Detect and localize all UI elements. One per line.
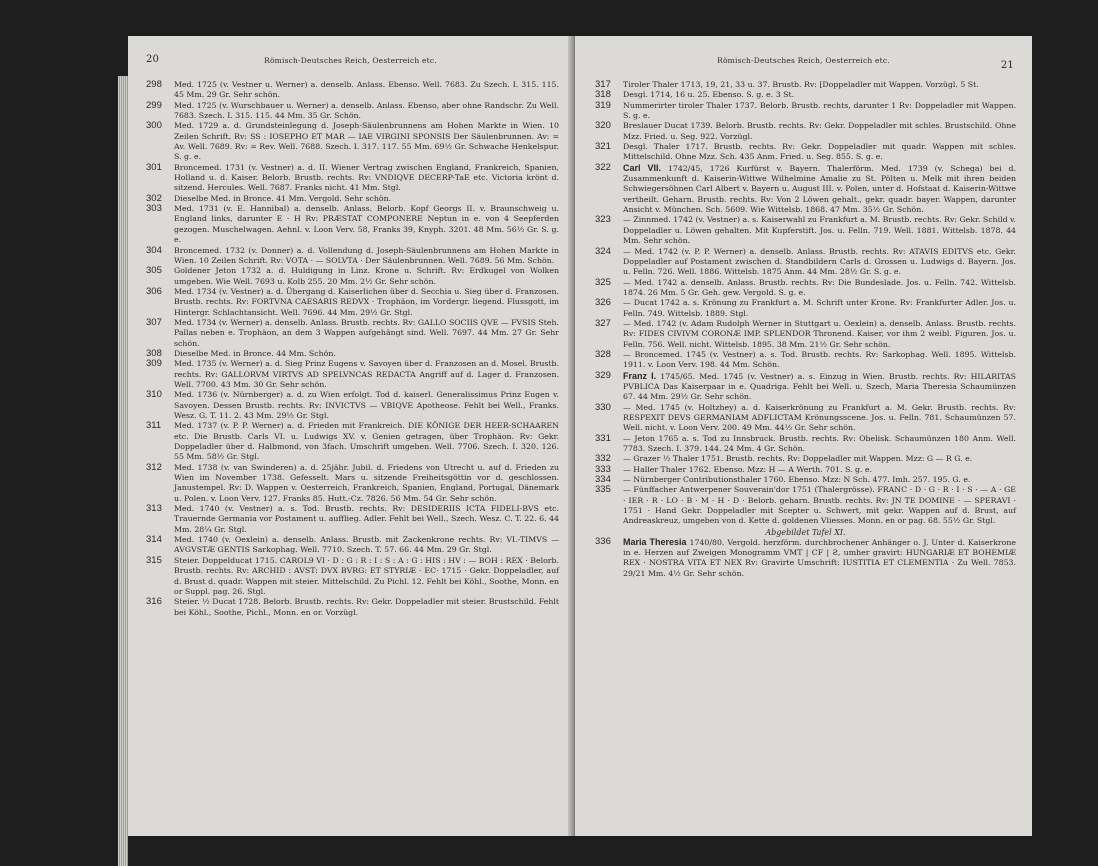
entry-number: 319	[595, 99, 611, 111]
catalogue-entry	[595, 537, 1016, 579]
catalogue-entry	[595, 90, 1016, 100]
catalogue-entry	[595, 465, 1016, 475]
right-page-body	[595, 80, 1016, 579]
catalogue-entry	[595, 163, 1016, 216]
entry-description: Med. 1740 (v. Vestner) a. s. Tod. Brustb. rechts. Rv: DESIDERIIS ICTA FIDELI-BVS etc. Trauernde Germania vor Postament u. aufflieg. Adler. Fehlt bei Well., Szech. Wesz. C. T. 22. 6. 44 Mm. 28¼ Gr. Stgl.	[174, 504, 559, 534]
catalogue-entry	[595, 298, 1016, 319]
entry-text	[174, 246, 559, 267]
catalogue-entry	[146, 246, 559, 267]
entry-description: Steier. Doppelducat 1715. CAROL9 VI · D : G : R : I : S : A : G : HIS : HV : — BOH : REX · Belorb. Brustb. rechts. Rv: ARCHID : AVST: DVX BVRG: ET STYRIÆ · EC· 1715 · Gekr. Doppeladler, auf d. Brust d. quadr. Wappen mit steier. Mittelschild. Zu Pichl. 12. Fehlt bei Köhl., Soothe, Monn. en or Suppl. pag. 26. Stgl.	[174, 555, 559, 596]
catalogue-entry	[146, 349, 559, 359]
entry-description: Breslauer Ducat 1739. Belorb. Brustb. rechts. Rv: Gekr. Doppeladler mit schles. Brustschild. Ohne Mzz. Fried. u. Seg. 922. Vorzügl.	[623, 121, 1016, 141]
entry-text	[174, 318, 559, 349]
entry-description: Med. 1725 (v. Wurschbauer u. Werner) a. denselb. Anlass. Ebenso, aber ohne Randschr. Zu Well. 7683. Szech. I. 315. 115. 44 Mm. 35 Gr. Schön.	[174, 100, 559, 121]
entry-description: — Nürnberger Contributionsthaler 1760. Ebenso. Mzz: N Sch. 477. Imh. 257. 195. G. e.	[623, 475, 971, 485]
entry-number: 321	[595, 141, 611, 153]
catalogue-entry	[146, 359, 559, 390]
entry-number: 298	[146, 79, 162, 90]
entry-number: 324	[595, 245, 611, 257]
entry-description: — Ducat 1742 a. s. Krönung zu Frankfurt a. M. Schrift unter Krone. Rv: Frankfurter Adler. Jos. u. Felln. 749. Wittelsb. 1889. Stgl.	[623, 298, 1016, 318]
entry-description: 1740/80. Vergold. herzförm. durchbrochener Anhänger o. J. Unter d. Kaiserkrone in e. Herzen auf Zweigen Monogramm VMT | CF | Ƨ, umher gravirt: HUNGARIÆ ET BOHEMIÆ REX · NOSTRA VITA ET NEX Rv: Gravirte Umschrift: IUSTITIA ET CLEMENTIA · Zu Well. 7853. 29/21 Mm. 4½ Gr. Sehr schön.	[623, 537, 1016, 578]
running-head: Römisch-Deutsches Reich, Oesterreich etc.	[717, 56, 890, 65]
entry-number: 318	[595, 89, 611, 101]
entry-number: 302	[146, 192, 162, 204]
entry-number: 301	[146, 161, 162, 173]
catalogue-entry	[146, 121, 559, 162]
entry-number: 310	[146, 389, 162, 401]
entry-description: — Zinnmed. 1742 (v. Vestner) a. s. Kaiserwahl zu Frankfurt a. M. Brustb. rechts. Rv: Gekr. Schild v. Doppeladler u. Löwen gehalten. Mit Kupferstift. Jos. u. Felln. 719. Well. 1881. Wittelsb. 1878. 44 Mm. Sehr schön.	[623, 215, 1016, 246]
catalogue-entry	[146, 194, 559, 204]
entry-description: Broncemed. 1732 (v. Donner) a. d. Vollendung d. Joseph-Säulenbrunnens am Hohen Markte in Wien. 10 Zeilen Schrift. Rv: VOTA · — SOLVTA · Der Säulenbrunnen. Well. 7689. 56 Mm. Schön.	[174, 245, 559, 265]
catalogue-entry	[595, 247, 1016, 278]
catalogue-entry	[146, 204, 559, 245]
entry-description: Broncemed. 1731 (v. Vestner) a. d. II. Wiener Vertrag zwischen England, Frankreich, Spanien, Holland u. d. Kaiser. Belorb. Brustb. rechts. Rv: VNDIQVE DECERP-TaE etc. Victoria krönt d. sitzend. Hercules. Well. 7687. Franks nicht. 41 Mm. Stgl.	[174, 162, 559, 193]
entry-description: Med. 1734 (v. Werner) a. denselb. Anlass. Brustb. rechts. Rv: GALLO SOCIIS QVE — FVSIS Steh. Pallas neben e. Trophäon, an dem 3 Wappen aufgehängt sind. Well. 7697. 44 Mm. 27 Gr. Sehr schön.	[174, 317, 559, 348]
entry-number: 316	[146, 596, 162, 608]
entry-text	[174, 163, 559, 194]
entry-description: Med. 1731 (v. E. Hannibal) a. denselb. Anlass. Belorb. Kopf Georgs II. v. Braunschweig u. England links, darunter E · H Rv: PRÆSTAT COMPONERE Neptun in e. von 4 Seepferden gezogen. Muschelwagen. Aehnl. v. Loon Verv. 58, Franks 39, Knyph. 3201. 48 Mm. 56½ Gr. S. g. e.	[174, 204, 559, 245]
entry-number: 326	[595, 297, 611, 309]
entry-description: Med. 1725 (v. Vestner u. Werner) a. denselb. Anlass. Ebenso. Well. 7683. Zu Szech. I. 315. 115. 45 Mm. 29 Gr. Sehr schön.	[174, 80, 559, 100]
entry-text	[174, 504, 559, 535]
entry-text	[623, 454, 1016, 464]
entry-description: Goldener Jeton 1732 a. d. Huldigung in Linz. Krone u. Schrift. Rv: Erdkugel von Wolken umgeben. Wie Well. 7693 u. Kolb 255. 20 Mm. 2½ Gr. Sehr schön.	[174, 266, 559, 286]
entry-number: 333	[595, 463, 611, 475]
entry-description: — Fünffacher Antwerpener Souverain'dor 1751 (Thalergrösse). FRANC · D · G · R · I · S · — A · GE · IER · R · LO · B · M · H · D · Belorb. geharn. Brustb. rechts. Rv: JN TE DOMINE · — SPERAVI · 1751 · Hand Gekr. Doppeladler mit Scepter u. Schwert, mit gekr. Wappen auf d. Brust, auf Andreaskreuz, umgeben von d. Kette d. goldenen Vliesses. Monn. en or pag. 68. 55½ Gr. Stgl.	[623, 485, 1016, 526]
catalogue-entry	[146, 463, 559, 504]
right-page-header	[593, 56, 1014, 70]
entry-text	[623, 163, 1016, 216]
left-page-body	[146, 80, 559, 618]
entry-text	[174, 390, 559, 421]
entry-description: Med. 1740 (v. Oexlein) a. denselb. Anlass. Brustb. mit Zackenkrone rechts. Rv: VI.-TIMVS — AVGVSTÆ GENTIS Sarkophag. Well. 7710. Szech. T. 57. 66. 44 Mm. 29 Gr. Stgl.	[174, 535, 559, 555]
entry-description: Med. 1734 (v. Vestner) a. d. Übergang d. Kaiserlichen über d. Secchia u. Sieg über d. Franzosen. Brustb. rechts. Rv: FORTVNA CAESARIS REDVX · Trophäon, im Vordergr. liegend. Flussgott, im Hintergr. Schlachtansicht. Well. 7696. 44 Mm. 29½ Gr. Stgl.	[174, 286, 559, 317]
entry-number: 331	[595, 432, 611, 444]
entry-number: 336	[595, 535, 611, 547]
entry-number: 303	[146, 203, 162, 215]
entry-text	[623, 80, 1016, 90]
entry-description: Med. 1729 a. d. Grundsteinlegung d. Joseph-Säulenbrunnens am Hohen Markte in Wien. 10 Zeilen Schrift. Rv: SS : IOSEPHO ET MAR — IAE VIRGINI SPONSIS Der Säulenbrunnen. Av: = Av. Well. 7689. Rv: = Rev. Well. 7688. Szech. I. 317. 117. 55 Mm. 69½ Gr. Schwache Henkelspur. S. g. e.	[174, 121, 559, 162]
entry-text	[174, 80, 559, 101]
catalogue-entry	[595, 121, 1016, 142]
catalogue-entry	[595, 350, 1016, 371]
entry-number: 317	[595, 79, 611, 90]
entry-text	[623, 475, 1016, 485]
entry-text	[174, 349, 559, 359]
book-spread	[128, 36, 1032, 836]
ruler-heading: Maria Theresia	[623, 536, 687, 547]
entry-number: 300	[146, 120, 162, 132]
entry-text	[623, 101, 1016, 122]
entry-number: 322	[595, 161, 611, 173]
entry-text	[623, 247, 1016, 278]
entry-number: 329	[595, 369, 611, 381]
catalogue-entry	[595, 101, 1016, 122]
entry-description: — Jeton 1765 a. s. Tod zu Innsbruck. Brustb. rechts. Rv: Obelisk. Schaumünzen 180 Anm. Well. 7783. Szech. I. 379. 144. 24 Mm. 4 Gr. Schön.	[623, 433, 1016, 454]
catalogue-entry	[146, 556, 559, 597]
entry-text	[174, 556, 559, 597]
running-head: Römisch-Deutsches Reich, Oesterreich etc.	[264, 56, 437, 65]
left-page	[128, 36, 573, 836]
catalogue-entry	[595, 319, 1016, 350]
catalogue-entry	[595, 485, 1016, 526]
entry-description: — Med. 1745 (v. Holtzhey) a. d. Kaiserkrönung zu Frankfurt a. M. Gekr. Brustb. rechts. Rv: RESPEXIT DEVS GERMANIAM ADFLICTAM Krönungsscene. Jos. u. Felln. 781. Schaumünzen 57. Well. nicht. v. Loon Verv. 200. 49 Mm. 44½ Gr. Sehr schön.	[623, 402, 1016, 433]
entry-number: 305	[146, 265, 162, 277]
entry-description: — Haller Thaler 1762. Ebenso. Mzz: H — A Werth. 701. S. g. e.	[623, 464, 873, 474]
catalogue-entry	[595, 215, 1016, 246]
entry-description: Dieselbe Med. in Bronce. 44 Mm. Schön.	[174, 348, 336, 358]
left-page-header	[146, 56, 555, 70]
entry-number: 311	[146, 420, 162, 432]
catalogue-entry	[146, 504, 559, 535]
entry-number: 327	[595, 317, 611, 329]
page-number: 21	[1000, 60, 1014, 71]
entry-description: Med. 1736 (v. Nürnberger) a. d. zu Wien erfolgt. Tod d. kaiserl. Generalissimus Prinz Eugen v. Savoyen. Dessen Brustb. rechts. Rv: INVICTVS — VBIQVE Apotheose. Fehlt bei Well., Franks. Wesz. G. T. 11. 2. 43 Mm. 29½ Gr. Stgl.	[174, 390, 559, 420]
entry-number: 323	[595, 214, 611, 226]
entry-description: Desgl. Thaler 1717. Brustb. rechts. Rv: Gekr. Doppeladler mit quadr. Wappen mit schles. Mittelschild. Ohne Mzz. Sch. 435 Anm. Fried. u. Seg. 855. S. g. e.	[623, 142, 1016, 162]
catalogue-entry	[595, 80, 1016, 90]
entry-number: 314	[146, 534, 162, 546]
catalogue-entry	[146, 318, 559, 349]
entry-text	[623, 142, 1016, 163]
entry-text	[623, 278, 1016, 299]
entry-description: — Broncemed. 1745 (v. Vestner) a. s. Tod. Brustb. rechts. Rv: Sarkophag. Well. 1895. Wittelsb. 1911. v. Loon Verv. 198. 44 Mm. Schön.	[623, 349, 1016, 370]
entry-text	[174, 121, 559, 162]
entry-number: 328	[595, 348, 611, 360]
entry-text	[174, 359, 559, 390]
catalogue-entry	[595, 278, 1016, 299]
entry-number: 334	[595, 474, 611, 486]
entry-description: Med. 1738 (v. van Swinderen) a. d. 25jähr. Jubil. d. Friedens von Utrecht u. auf d. Frieden zu Wien im November 1738. Gefesselt. Mars u. sitzende Freiheitsgöttin vor d. geschlossen. Janustempel. Rv: D. Wappen v. Oesterreich, Frankreich, Spanien, England, Portugal, Dänemark u. Polen. v. Loon Verv. 127. Franks 85. Hutt.-Cz. 7826. 56 Mm. 54 Gr. Sehr schön.	[174, 462, 559, 503]
plate-caption: Abgebildet Tafel XI.	[765, 527, 846, 537]
entry-number: 325	[595, 276, 611, 288]
entry-text	[623, 465, 1016, 475]
entry-text	[623, 485, 1016, 526]
entry-description: — Med. 1742 a. denselb. Anlass. Brustb. rechts. Rv: Die Bundeslade. Jos. u. Felln. 742. Wittelsb. 1874. 26 Mm. 5 Gr. Geh. gew. Vergold. S. g. e.	[623, 277, 1016, 297]
entry-text	[623, 403, 1016, 434]
entry-text	[174, 463, 559, 504]
entry-number: 307	[146, 316, 162, 328]
entry-text	[174, 101, 559, 122]
entry-text	[623, 298, 1016, 319]
entry-description: Med. 1737 (v. P. P. Werner) a. d. Frieden mit Frankreich. DIE KÖNIGE DER HEER-SCHAAREN etc. Die Brustb. Carls VI. u. Ludwigs XV. v. Genien getragen, über Trophäon. Rv: Gekr. Doppeladler über d. Halbmond, von 3fach. Umschrift umgeben. Well. 7706. Szech. I. 320. 126. 55 Mm. 58½ Gr. Stgl.	[174, 421, 559, 462]
catalogue-entry	[146, 266, 559, 287]
entry-text	[174, 194, 559, 204]
entry-description: — Med. 1742 (v. P. P. Werner) a. denselb. Anlass. Brustb. rechts. Rv: ATAVIS EDITVS etc. Gekr. Doppeladler auf Postament zwischen d. Standbildern Carls d. Grossen u. Ludwigs d. Bayern. Jos. u. Felln. 726. Well. 1886. Wittelsb. 1875 Anm. 44 Mm. 28½ Gr. S. g. e.	[623, 246, 1016, 277]
entry-text	[623, 121, 1016, 142]
entry-number: 304	[146, 244, 162, 256]
entry-description: 1745/65. Med. 1745 (v. Vestner) a. s. Einzug in Wien. Brustb. rechts. Rv: HILARITAS PVBLICA Das Kaiserpaar in e. Quadriga. Fehlt bei Well. u. Szech, Maria Theresia Schaumünzen 67. 44 Mm. 29½ Gr. Sehr schön.	[623, 371, 1016, 402]
entry-number: 332	[595, 453, 611, 465]
entry-description: Steier. ½ Ducat 1728. Belorb. Brustb. rechts. Rv: Gekr. Doppeladler mit steier. Brustschild. Fehlt bei Köhl., Soothe, Pichl., Monn. en or. Vorzügl.	[174, 597, 559, 617]
catalogue-entry	[146, 80, 559, 101]
entry-number: 312	[146, 461, 162, 473]
entry-text	[623, 537, 1016, 579]
catalogue-entry	[595, 434, 1016, 455]
catalogue-entry	[595, 475, 1016, 485]
catalogue-entry	[146, 101, 559, 122]
entry-text	[623, 90, 1016, 100]
entry-number: 306	[146, 285, 162, 297]
catalogue-entry	[146, 535, 559, 556]
entry-description: Desgl. 1714, 16 u. 25. Ebenso. S. g. e. 3 St.	[623, 90, 795, 100]
entry-description: — Grazer ½ Thaler 1751. Brustb. rechts. Rv: Doppeladler mit Wappen. Mzz: G — R G. e.	[623, 454, 973, 464]
catalogue-entry	[595, 454, 1016, 464]
page-number: 20	[146, 54, 160, 65]
right-page	[575, 36, 1032, 836]
entry-number: 308	[146, 347, 162, 359]
entry-number: 315	[146, 554, 162, 566]
entry-number: 335	[595, 484, 611, 496]
entry-text	[174, 204, 559, 245]
entry-text	[174, 421, 559, 462]
catalogue-entry	[146, 390, 559, 421]
entry-text	[623, 319, 1016, 350]
entry-description: Dieselbe Med. in Bronce. 41 Mm. Vergold. Sehr schön.	[174, 193, 392, 203]
entry-description: Tiroler Thaler 1713, 19, 21, 33 u. 37. Brustb. Rv: [Doppeladler mit Wappen. Vorzügl. 5 St.	[623, 80, 979, 89]
entry-text	[623, 371, 1016, 403]
entry-text	[623, 350, 1016, 371]
catalogue-entry	[595, 403, 1016, 434]
catalogue-entry	[595, 142, 1016, 163]
entry-number: 330	[595, 401, 611, 413]
page-edges	[118, 76, 128, 866]
catalogue-entry	[146, 163, 559, 194]
catalogue-entry	[146, 597, 559, 618]
entry-description: Med. 1735 (v. Werner) a. d. Sieg Prinz Eugens v. Savoyen über d. Franzosen an d. Mosel. Brustb. rechts. Rv: GALLORVM VIRTVS AD SPELVNCAS REDACTA Angriff auf d. Lager d. Franzosen. Well. 7700. 43 Mm. 30 Gr. Sehr schön.	[174, 359, 559, 389]
entry-number: 313	[146, 503, 162, 515]
catalogue-entry	[146, 287, 559, 318]
entry-text	[623, 434, 1016, 455]
ruler-heading: Franz I.	[623, 370, 657, 381]
entry-text	[174, 597, 559, 618]
entry-description: — Med. 1742 (v. Adam Rudolph Werner in Stuttgart u. Oexlein) a. denselb. Anlass. Brustb. rechts. Rv: FIDES CIVIVM CORONÆ IMP. SPLENDOR Thronend. Kaiser, vor ihm 2 weibl. Figuren. Jos. u. Felln. 756. Well. nicht. Wittelsb. 1895. 38 Mm. 21½ Gr. Sehr schön.	[623, 318, 1016, 349]
entry-text	[623, 215, 1016, 246]
entry-text	[174, 287, 559, 318]
entry-description: 1742/45, 1726 Kurfürst v. Bayern. Thalerförm. Med. 1739 (v. Schega) bei d. Zusammenkunft d. Kaiserin-Wittwe Wilhelmine Amalie zu St. Pölten u. Melk mit ihren beiden Schwiegersöhnen Carl Albert v. Bayern u. August III. v. Polen, unter d. Hofstaat d. Kaiserin-Wittwe vertheilt. Geharn. Brustb. rechts. Rv: Von 2 Löwen gehalt., gekr. quadr. bayer. Wappen, darunter Ansicht v. München. Sch. 5609. Wie Wittelsb. 1868. 47 Mm. 35½ Gr. Schön.	[623, 163, 1016, 215]
catalogue-entry	[146, 421, 559, 462]
entry-number: 299	[146, 99, 162, 111]
entry-description: Nummerirter tiroler Thaler 1737. Belorb. Brustb. rechts, darunter 1 Rv: Doppeladler mit Wappen. S. g. e.	[623, 100, 1016, 121]
entry-text	[174, 266, 559, 287]
ruler-heading: Carl VII.	[623, 162, 661, 173]
catalogue-entry	[595, 371, 1016, 403]
entry-number: 309	[146, 358, 162, 370]
entry-number: 320	[595, 120, 611, 132]
entry-text	[174, 535, 559, 556]
